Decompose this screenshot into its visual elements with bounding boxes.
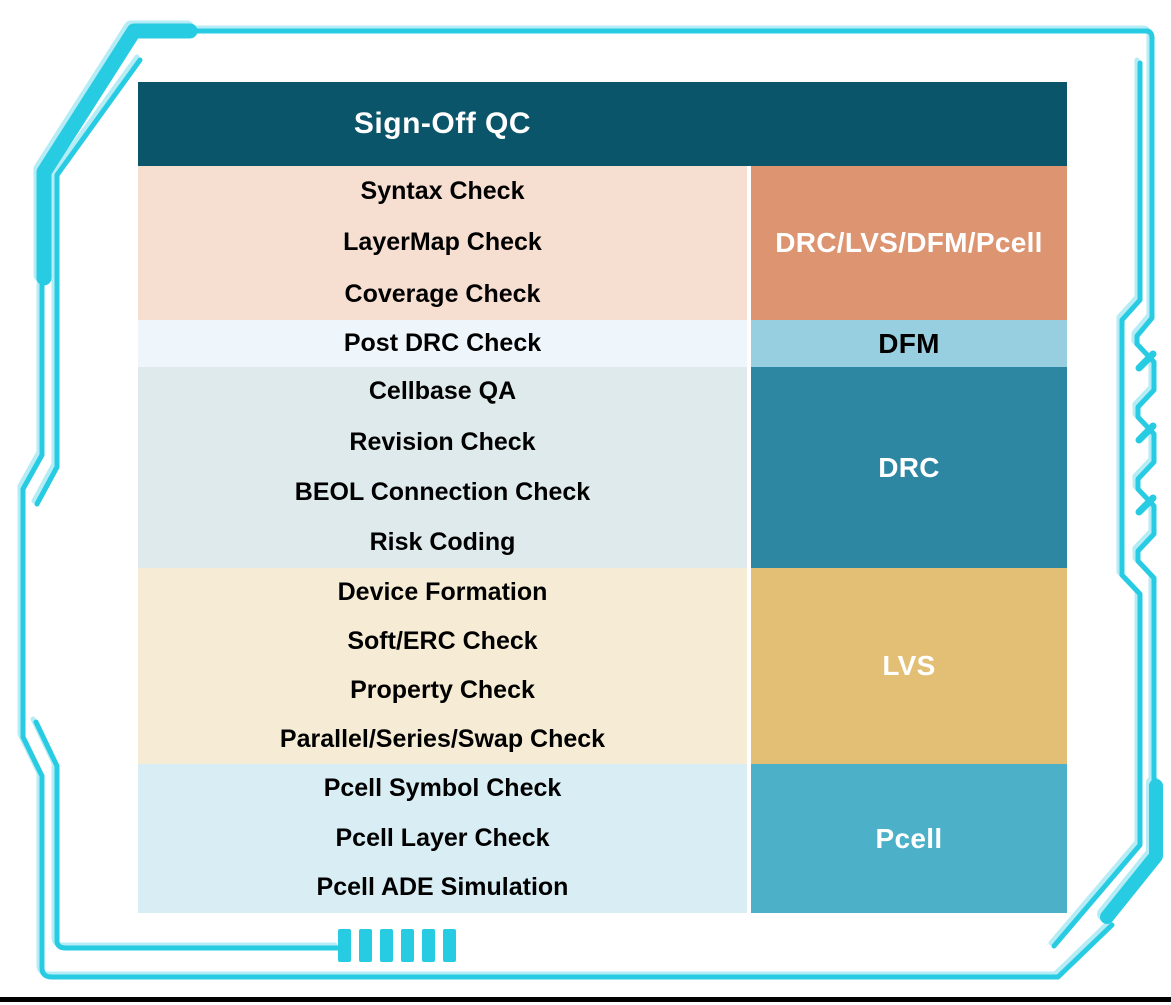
qc-group-row [138,764,1067,913]
check-item: Device Formation [337,577,548,606]
check-item: LayerMap Check [343,228,542,257]
bottom-tick-bars [338,929,456,962]
check-item: Parallel/Series/Swap Check [279,724,606,753]
qc-group-row [138,568,1067,764]
check-item: Pcell Layer Check [335,823,550,852]
category-cell: Pcell [751,764,1067,913]
check-list-cell [138,166,747,320]
check-item: Pcell Symbol Check [323,774,562,803]
check-list-cell [138,320,747,367]
check-item: Pcell ADE Simulation [316,873,569,902]
category-cell: LVS [751,568,1067,764]
check-item: Post DRC Check [343,328,542,357]
check-item: Property Check [350,675,535,704]
tick-bar [338,929,351,962]
qc-group-row [138,166,1067,320]
qc-table-body [138,166,1067,913]
qc-group-row [138,320,1067,367]
qc-table [138,82,1067,913]
tick-bar [359,929,372,962]
check-item: Revision Check [349,427,536,456]
category-cell: DFM [751,320,1067,367]
tick-bar [401,929,414,962]
check-item: BEOL Connection Check [294,477,591,506]
check-list-cell [138,367,747,568]
check-item: Coverage Check [344,279,541,308]
tick-bar [422,929,435,962]
qc-group-row [138,367,1067,568]
check-list-cell [138,568,747,764]
tick-bar [443,929,456,962]
bottom-rule [0,997,1171,1002]
category-cell: DRC/LVS/DFM/Pcell [751,166,1067,320]
category-cell: DRC [751,367,1067,568]
check-item: Cellbase QA [368,377,517,406]
page-title: Sign-Off QC [353,107,532,140]
check-item: Risk Coding [369,528,516,557]
check-item: Soft/ERC Check [347,626,538,655]
check-list-cell [138,764,747,913]
check-item: Syntax Check [360,176,525,205]
table-header [138,82,1067,166]
tick-bar [380,929,393,962]
